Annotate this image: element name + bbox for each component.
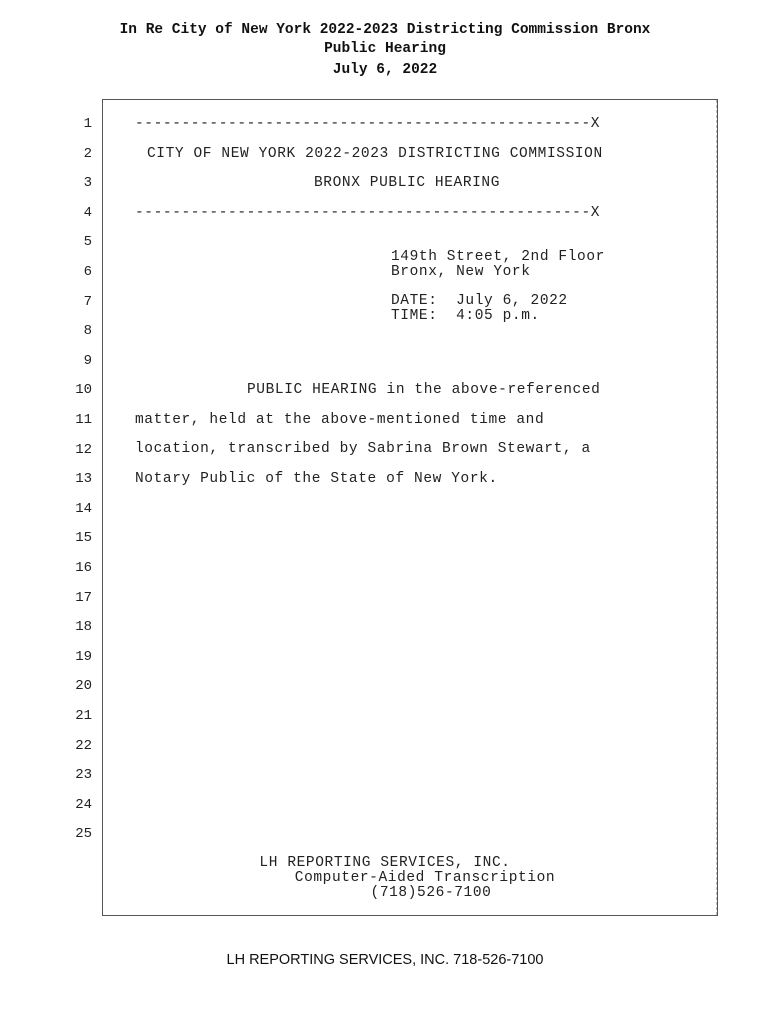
document-date: July 6, 2022 [332, 62, 438, 78]
reporter-service: Computer-Aided Transcription [294, 870, 556, 886]
date-line: DATE: July 6, 2022 [391, 293, 568, 309]
top-separator-rule: -------------------------------------------------X [135, 116, 601, 132]
line-number: 24 [75, 796, 92, 813]
reporter-phone: (718)526-7100 [370, 885, 492, 901]
document-title-line2: Public Hearing [324, 41, 446, 57]
line-number: 3 [83, 175, 92, 192]
line-number: 23 [75, 767, 92, 784]
line-number: 19 [75, 648, 92, 665]
line-number: 16 [75, 560, 92, 576]
line-number: 1 [83, 116, 92, 132]
line-number: 11 [75, 412, 92, 428]
transcript-page-frame [102, 99, 718, 916]
reporter-name: LH REPORTING SERVICES, INC. [259, 855, 511, 871]
commission-name: CITY OF NEW YORK 2022-2023 DISTRICTING COMMISSION [147, 146, 603, 162]
line-number: 2 [83, 145, 92, 162]
body-line-10: PUBLIC HEARING in the above-referenced [247, 382, 601, 398]
body-line-13: Notary Public of the State of New York. [135, 471, 498, 487]
address-line-2: Bronx, New York [391, 264, 531, 280]
hearing-title: BRONX PUBLIC HEARING [314, 175, 501, 191]
line-number: 25 [75, 826, 92, 843]
body-line-11: matter, held at the above-mentioned time and [135, 412, 545, 428]
line-number: 13 [75, 471, 92, 488]
time-line: TIME: 4:05 p.m. [391, 308, 540, 324]
address-line-1: 149th Street, 2nd Floor [391, 249, 605, 265]
page-footer: LH REPORTING SERVICES, INC. 718-526-7100 [226, 952, 544, 968]
line-number: 7 [83, 293, 92, 310]
body-line-12: location, transcribed by Sabrina Brown Stewart, a [135, 441, 591, 457]
bottom-separator-rule: -------------------------------------------------X [135, 205, 601, 221]
line-number: 9 [83, 352, 92, 369]
document-title-line1: In Re City of New York 2022-2023 Districting Commission Bronx [119, 22, 651, 38]
line-number: 17 [75, 589, 92, 606]
line-number: 15 [75, 530, 92, 547]
line-number: 4 [83, 204, 92, 221]
line-number: 14 [75, 500, 92, 517]
line-number: 22 [75, 737, 92, 754]
line-number: 21 [75, 708, 92, 724]
line-number: 5 [83, 234, 92, 251]
line-number: 6 [83, 264, 92, 280]
right-margin-rule [716, 100, 717, 915]
line-number: 20 [75, 678, 92, 695]
line-number: 12 [75, 441, 92, 458]
line-number: 10 [75, 382, 92, 399]
line-number: 8 [83, 323, 92, 340]
line-number: 18 [75, 619, 92, 636]
